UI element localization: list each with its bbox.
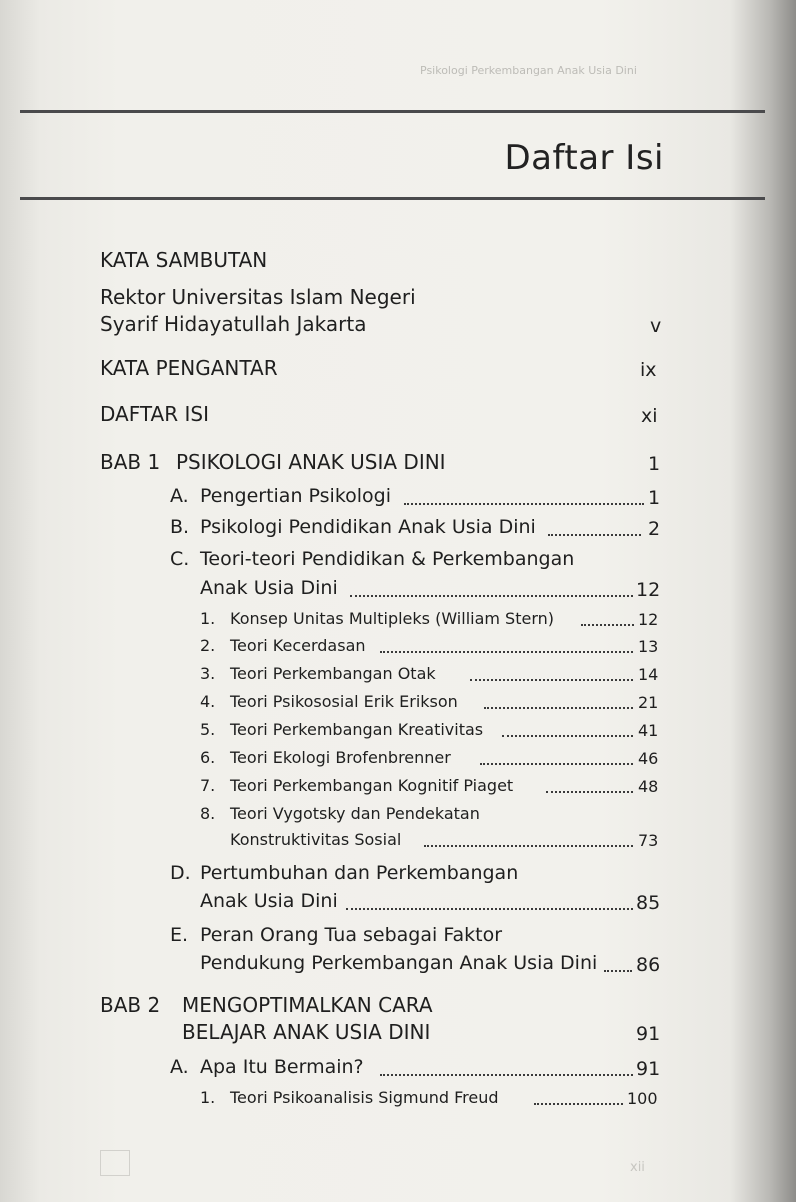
bab1-sec-d-leader (346, 908, 633, 910)
bab1-sub2-page: 13 (638, 637, 659, 656)
bab1-sub7-num: 7. (200, 776, 216, 795)
toc-kata-sambutan-page: v (650, 315, 662, 337)
bab1-sec-d-letter: D. (170, 862, 191, 884)
ghost-folio: xii (630, 1160, 645, 1175)
bab1-sec-e-page: 86 (636, 954, 661, 976)
bab1-sub6-leader (480, 763, 633, 765)
bab1-sec-b-title: Psikologi Pendidikan Anak Usia Dini (200, 516, 536, 538)
header-rule-bottom (20, 197, 765, 200)
bab1-sub1-leader (581, 624, 634, 626)
bab1-sub7-leader (546, 791, 633, 793)
toc-daftar-isi: DAFTAR ISI (100, 402, 209, 426)
bab1-sec-e-letter: E. (170, 924, 189, 946)
bab2-sec-a-page: 91 (636, 1058, 661, 1080)
header-rule-top (20, 110, 765, 113)
bab1-sub3-leader (470, 679, 633, 681)
bab1-sub4-leader (484, 707, 633, 709)
bab2-sec-a-letter: A. (170, 1056, 189, 1078)
bab1-title: PSIKOLOGI ANAK USIA DINI (176, 450, 446, 474)
bab1-sub4-num: 4. (200, 692, 216, 711)
bab1-page: 1 (648, 453, 661, 475)
bab1-sub4-title: Teori Psikososial Erik Erikson (230, 692, 458, 711)
bab1-sec-b-leader (548, 534, 641, 536)
bab1-sub8-num: 8. (200, 804, 216, 823)
toc-kata-pengantar: KATA PENGANTAR (100, 356, 278, 380)
bab1-sub4-page: 21 (638, 693, 659, 712)
bab1-sec-d-title2: Anak Usia Dini (200, 890, 338, 912)
bab1-sec-a-title: Pengertian Psikologi (200, 485, 392, 507)
bab1-sub7-page: 48 (638, 777, 659, 796)
bab1-sec-c-title: Teori-teori Pendidikan & Perkembangan (200, 548, 575, 570)
bab1-sub3-title: Teori Perkembangan Otak (230, 664, 436, 683)
page-title: Daftar Isi (504, 138, 664, 178)
bab1-sub1-page: 12 (638, 610, 659, 629)
bab1-sec-b-page: 2 (648, 518, 661, 540)
bab2-page: 91 (636, 1023, 661, 1045)
bab2-sec-a-leader (380, 1074, 633, 1076)
bab1-sub6-page: 46 (638, 749, 659, 768)
bab2-sub1-leader (534, 1103, 623, 1105)
bab1-sec-c-page: 12 (636, 579, 661, 601)
bab1-sec-c-leader (350, 595, 633, 597)
bab1-sub3-num: 3. (200, 664, 216, 683)
bab1-sec-b-letter: B. (170, 516, 190, 538)
bab2-sub1-page: 100 (627, 1089, 658, 1108)
ghost-running-head: Psikologi Perkembangan Anak Usia Dini (420, 64, 637, 77)
bab1-sub6-num: 6. (200, 748, 216, 767)
bab1-sec-d-page: 85 (636, 892, 661, 914)
bab1-sub2-title: Teori Kecerdasan (230, 636, 366, 655)
bab1-sec-a-page: 1 (648, 487, 661, 509)
bab2-title: MENGOPTIMALKAN CARA (182, 993, 433, 1017)
toc-kata-sambutan-line2: Rektor Universitas Islam Negeri (100, 285, 416, 309)
bab1-sub7-title: Teori Perkembangan Kognitif Piaget (230, 776, 514, 795)
bab1-sub8-title: Teori Vygotsky dan Pendekatan (230, 804, 480, 823)
bab1-sub5-num: 5. (200, 720, 216, 739)
bab2-sec-a-title: Apa Itu Bermain? (200, 1056, 364, 1078)
bab1-sub8-title2: Konstruktivitas Sosial (230, 830, 402, 849)
bab1-sec-d-title: Pertumbuhan dan Perkembangan (200, 862, 519, 884)
bab1-sub2-leader (380, 651, 633, 653)
toc-kata-sambutan: KATA SAMBUTAN (100, 248, 268, 272)
bab1-sub5-page: 41 (638, 721, 659, 740)
bab1-sec-c-letter: C. (170, 548, 190, 570)
bab1-sub2-num: 2. (200, 636, 216, 655)
bab2-sub1-title: Teori Psikoanalisis Sigmund Freud (230, 1088, 499, 1107)
bab1-sub8-page: 73 (638, 831, 659, 850)
bab1-sub8-leader (424, 845, 633, 847)
toc-kata-sambutan-line3: Syarif Hidayatullah Jakarta (100, 312, 367, 336)
bab1-sub1-num: 1. (200, 609, 216, 628)
toc-kata-pengantar-page: ix (640, 359, 657, 381)
bab1-sec-e-leader (604, 970, 632, 972)
bab2-label: BAB 2 (100, 993, 161, 1017)
toc-daftar-isi-page: xi (641, 405, 658, 427)
bab2-title2: BELAJAR ANAK USIA DINI (182, 1020, 431, 1044)
bab2-sub1-num: 1. (200, 1088, 216, 1107)
bab1-sub5-leader (502, 735, 633, 737)
bab1-sub6-title: Teori Ekologi Brofenbrenner (230, 748, 451, 767)
ghost-bleed-box (100, 1150, 130, 1176)
bab1-sec-e-title2: Pendukung Perkembangan Anak Usia Dini (200, 952, 598, 974)
bab1-sec-e-title: Peran Orang Tua sebagai Faktor (200, 924, 503, 946)
bab1-sec-c-title2: Anak Usia Dini (200, 577, 338, 599)
bab1-sec-a-leader (404, 503, 644, 505)
bab1-sub3-page: 14 (638, 665, 659, 684)
bab1-label: BAB 1 (100, 450, 161, 474)
bab1-sec-a-letter: A. (170, 485, 189, 507)
bab1-sub5-title: Teori Perkembangan Kreativitas (230, 720, 484, 739)
bab1-sub1-title: Konsep Unitas Multipleks (William Stern) (230, 609, 555, 628)
